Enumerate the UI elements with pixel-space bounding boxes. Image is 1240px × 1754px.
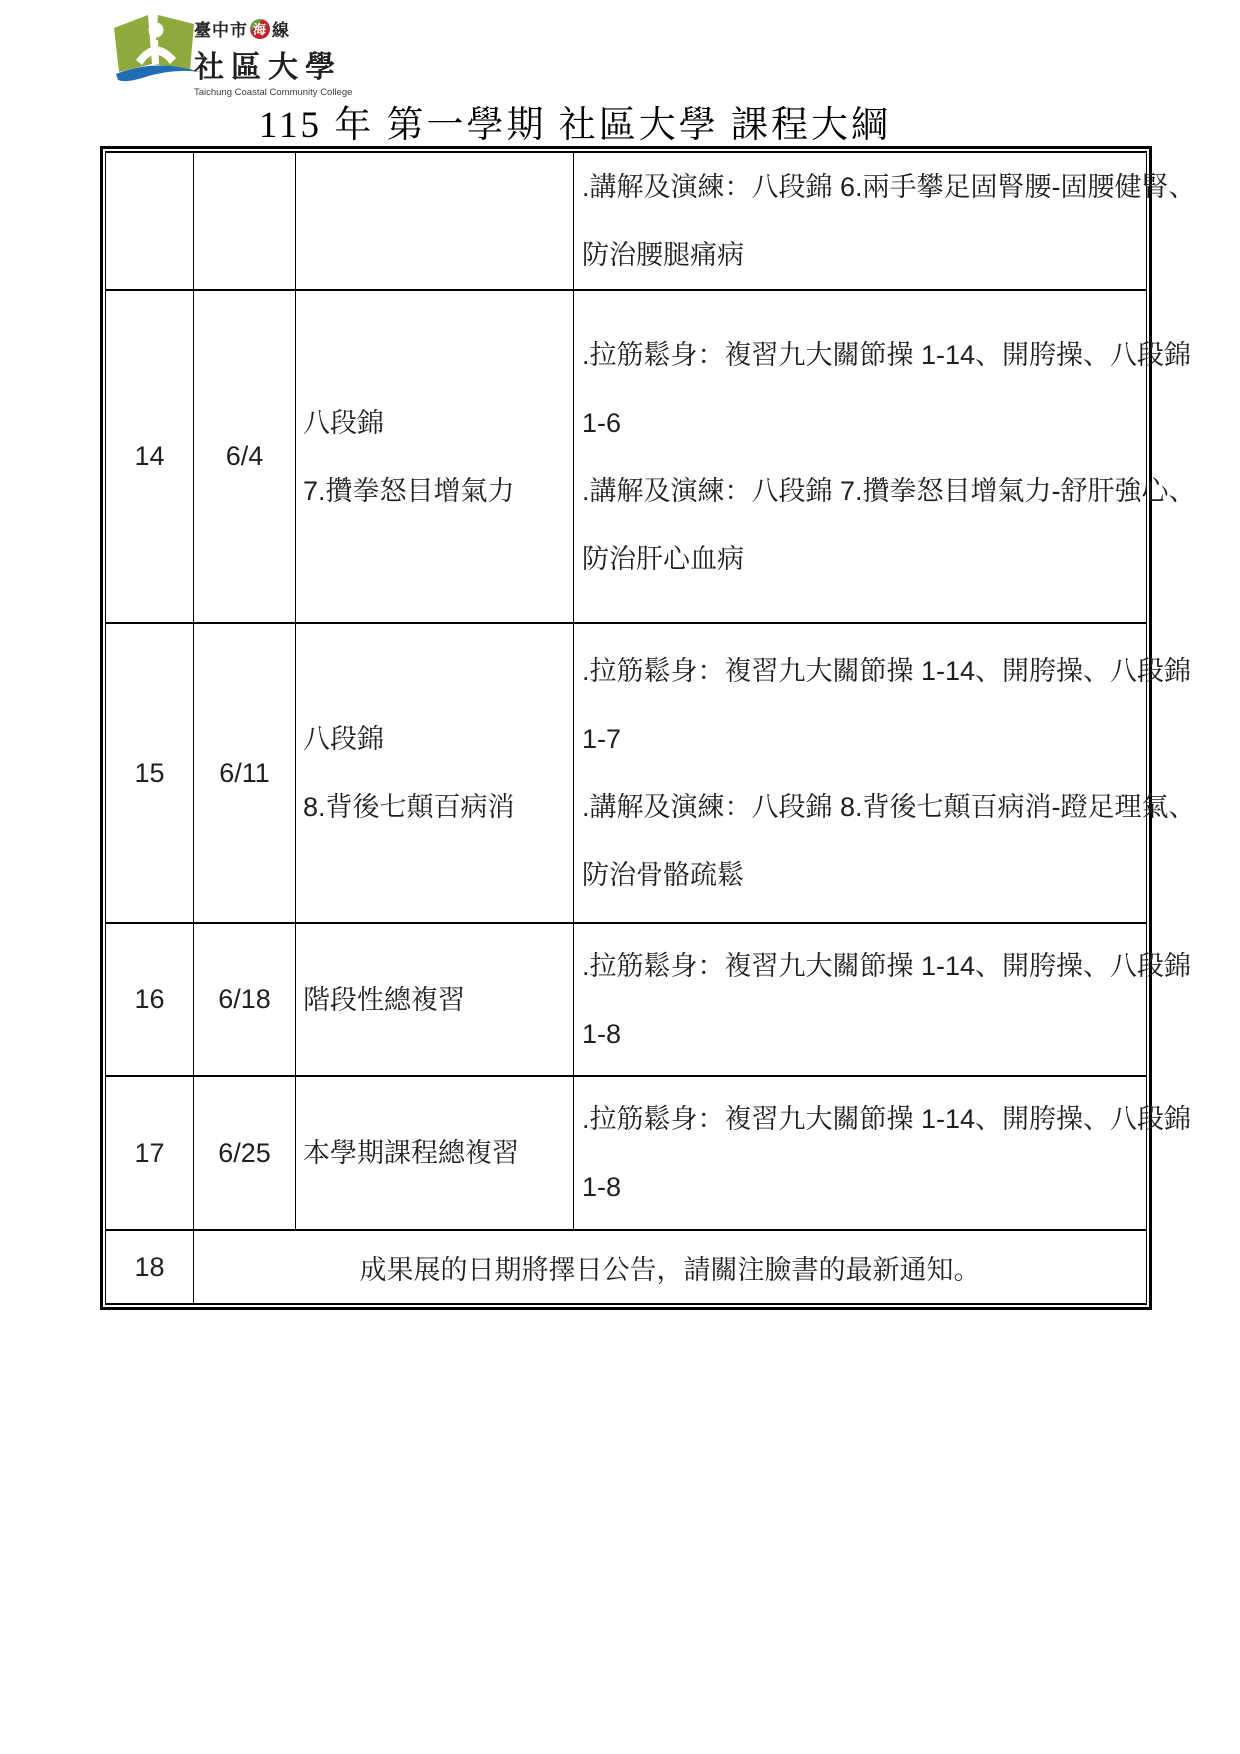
table-row — [106, 623, 1147, 923]
week-cell: 14 — [106, 290, 194, 623]
sea-seal-icon: 海 — [250, 19, 270, 39]
topic-line: 八段錦 — [303, 407, 384, 438]
logo-line-text: 線 — [272, 21, 290, 40]
date-cell — [194, 152, 296, 290]
announcement-cell: 成果展的日期將擇日公告，請關注臉書的最新通知。 — [194, 1230, 1147, 1304]
topic-cell — [296, 623, 574, 923]
week-cell: 17 — [106, 1076, 194, 1230]
table-row — [106, 1230, 1147, 1304]
topic-line: 本學期課程總複習 — [303, 1138, 519, 1168]
content-line: .拉筋鬆身：複習九大關節操 1-14、開胯操、八段錦 — [582, 950, 1192, 981]
week-cell: 18 — [106, 1230, 194, 1304]
content-line: 1-7 — [582, 724, 622, 754]
logo-school-name-english: Taichung Coastal Community College — [194, 87, 353, 98]
logo-region-name — [194, 16, 369, 41]
week-cell: 15 — [106, 623, 194, 923]
content-cell — [574, 923, 1192, 1076]
content-line: .拉筋鬆身：複習九大關節操 1-14、開胯操、八段錦 — [582, 339, 1192, 370]
date-cell: 6/11 — [194, 623, 296, 923]
topic-cell — [296, 152, 574, 290]
week-cell — [106, 152, 194, 290]
course-outline-table-border — [100, 146, 1196, 1310]
table-row — [106, 923, 1147, 1076]
logo-school-name: 社區大學 — [194, 51, 342, 84]
content-line: .拉筋鬆身：複習九大關節操 1-14、開胯操、八段錦 — [582, 1104, 1192, 1134]
book-person-icon — [112, 12, 204, 92]
content-cell — [574, 290, 1196, 623]
topic-line: 7.攢拳怒目增氣力 — [303, 475, 515, 506]
date-cell: 6/18 — [194, 923, 296, 1076]
content-cell — [574, 152, 1196, 290]
topic-line: 階段性總複習 — [303, 984, 465, 1015]
content-line: 1-8 — [582, 1018, 622, 1049]
topic-line: 八段錦 — [303, 724, 384, 754]
logo-text-block — [194, 16, 369, 98]
table-row — [106, 152, 1147, 290]
logo-city-text: 臺中市 — [194, 21, 248, 40]
table-row — [106, 290, 1147, 623]
course-outline-table — [105, 151, 1196, 1305]
content-cell — [574, 623, 1196, 923]
content-line: .拉筋鬆身：複習九大關節操 1-14、開胯操、八段錦 — [582, 656, 1192, 686]
school-logo — [112, 10, 362, 98]
content-line: .講解及演練：八段錦 7.攢拳怒目增氣力-舒肝強心、 — [582, 475, 1196, 506]
page-title: 115 年 第一學期 社區大學 課程大綱 — [258, 105, 892, 146]
date-cell: 6/25 — [194, 1076, 296, 1230]
date-cell: 6/4 — [194, 290, 296, 623]
topic-cell — [296, 923, 574, 1076]
content-line: .講解及演練：八段錦 8.背後七顛百病消-蹬足理氣、 — [582, 792, 1196, 822]
content-line: .講解及演練：八段錦 6.兩手攀足固腎腰-固腰健腎、 — [582, 172, 1196, 202]
content-line: 防治骨骼疏鬆 — [582, 860, 744, 890]
content-line: 1-8 — [582, 1172, 622, 1202]
table-row — [106, 1076, 1147, 1230]
week-cell: 16 — [106, 923, 194, 1076]
content-line: 防治肝心血病 — [582, 543, 744, 574]
topic-cell — [296, 1076, 574, 1230]
content-line: 1-6 — [582, 407, 622, 438]
topic-cell — [296, 290, 574, 623]
content-line: 防治腰腿痛病 — [582, 240, 744, 270]
topic-line: 8.背後七顛百病消 — [303, 792, 515, 822]
content-cell — [574, 1076, 1192, 1230]
